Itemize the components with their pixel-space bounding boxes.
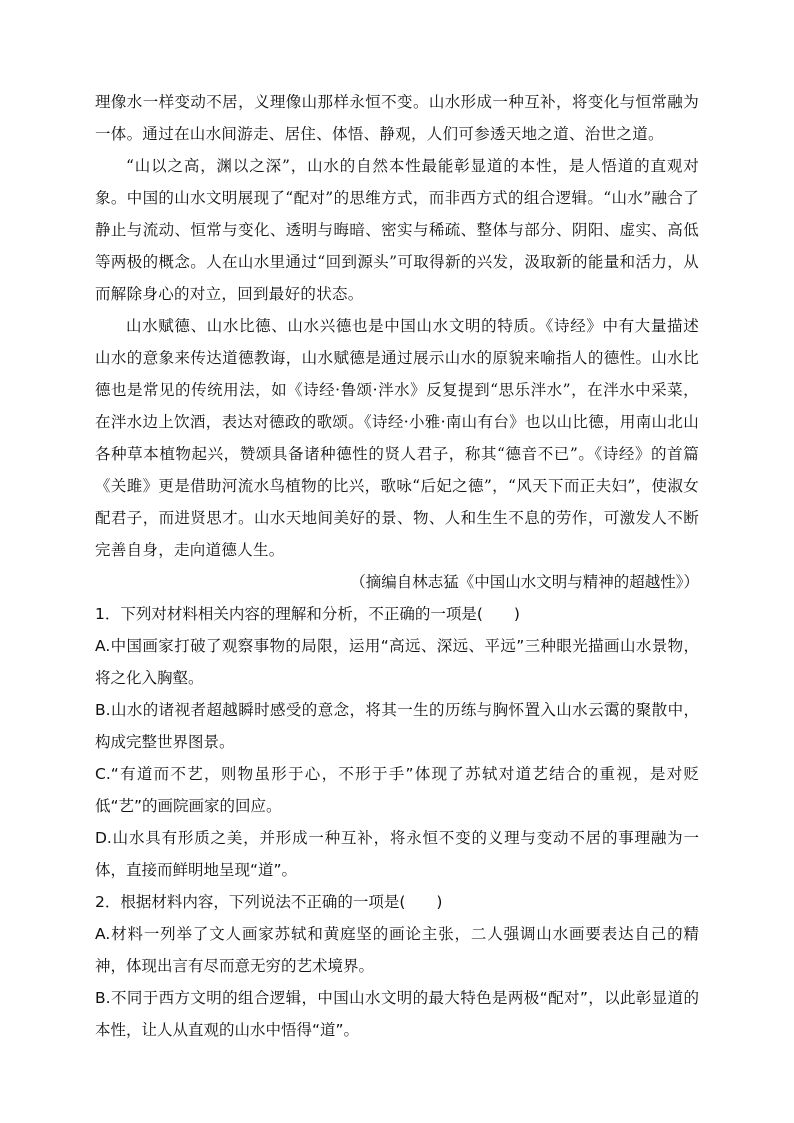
question-1-option-a: A.中国画家打破了观察事物的局限，运用“高远、深远、平远”三种眼光描画山水景物，将之化入胸壑。: [95, 637, 699, 687]
document-page: [95, 86, 699, 1046]
question-1-option-b: B.山水的诸视者超越瞬时感受的意念，将其一生的历练与胸怀置入山水云霭的聚散中，构成完整世界图景。: [95, 701, 699, 751]
question-1-option-d: D.山水具有形质之美，并形成一种互补，将永恒不变的义理与变动不居的事理融为一体，直接而鲜明地呈现“道”。: [95, 829, 699, 879]
passage-paragraph-3: 山水赋德、山水比德、山水兴德也是中国山水文明的特质。《诗经》中有大量描述山水的意象来传达道德教诲，山水赋德是通过展示山水的原貌来喻指人的德性。山水比德也是常见的传统用法，如《诗经·鲁颂·泮水》反复提到“思乐泮水”，在泮水中采菜，在泮水边上饮酒，表达对德政的歌颂。《诗经·小雅·南山有台》也以山比德，用南山北山各种草本植物起兴，赞颂具备诸种德性的贤人君子，称其“德音不已”。《诗经》的首篇《关雎》更是借助河流水鸟植物的比兴，歌咏“后妃之德”，“风天下而正夫妇”，使淑女配君子，而进贤思才。山水天地间美好的景、物、人和生生不息的劳作，可激发人不断完善自身，走向道德人生。: [95, 317, 699, 559]
question-2-option-a: A.材料一列举了文人画家苏轼和黄庭坚的画论主张，二人强调山水画要表达自己的精神，体现出言有尽而意无穷的艺术境界。: [95, 925, 699, 975]
question-1-stem: 1．下列对材料相关内容的理解和分析，不正确的一项是( ): [95, 605, 520, 623]
passage-paragraph-2: “山以之高，渊以之深”，山水的自然本性最能彰显道的本性，是人悟道的直观对象。中国的山水文明展现了“配对”的思维方式，而非西方式的组合逻辑。“山水”融合了静止与流动、恒常与变化、透明与晦暗、密实与稀疏、整体与部分、阴阳、虚实、高低等两极的概念。人在山水里通过“回到源头”可取得新的兴发，汲取新的能量和活力，从而解除身心的对立，回到最好的状态。: [95, 157, 699, 303]
passage-source: （摘编自林志猛《中国山水文明与精神的超越性》）: [350, 573, 699, 591]
reading-passage: [95, 86, 699, 566]
passage-paragraph-1: 理像水一样变动不居，义理像山那样永恒不变。山水形成一种互补，将变化与恒常融为一体。通过在山水间游走、居住、体悟、静观，人们可参透天地之道、治世之道。: [95, 93, 699, 143]
question-2-option-b: B.不同于西方文明的组合逻辑，中国山水文明的最大特色是两极“配对”，以此彰显道的本性，让人从直观的山水中悟得“道”。: [95, 989, 699, 1039]
question-1-option-c: C.“有道而不艺，则物虽形于心，不形于手”体现了苏轼对道艺结合的重视，是对贬低“艺”的画院画家的回应。: [95, 765, 699, 815]
question-list: [95, 598, 699, 1046]
question-2-stem: 2．根据材料内容，下列说法不正确的一项是( ): [95, 893, 443, 911]
